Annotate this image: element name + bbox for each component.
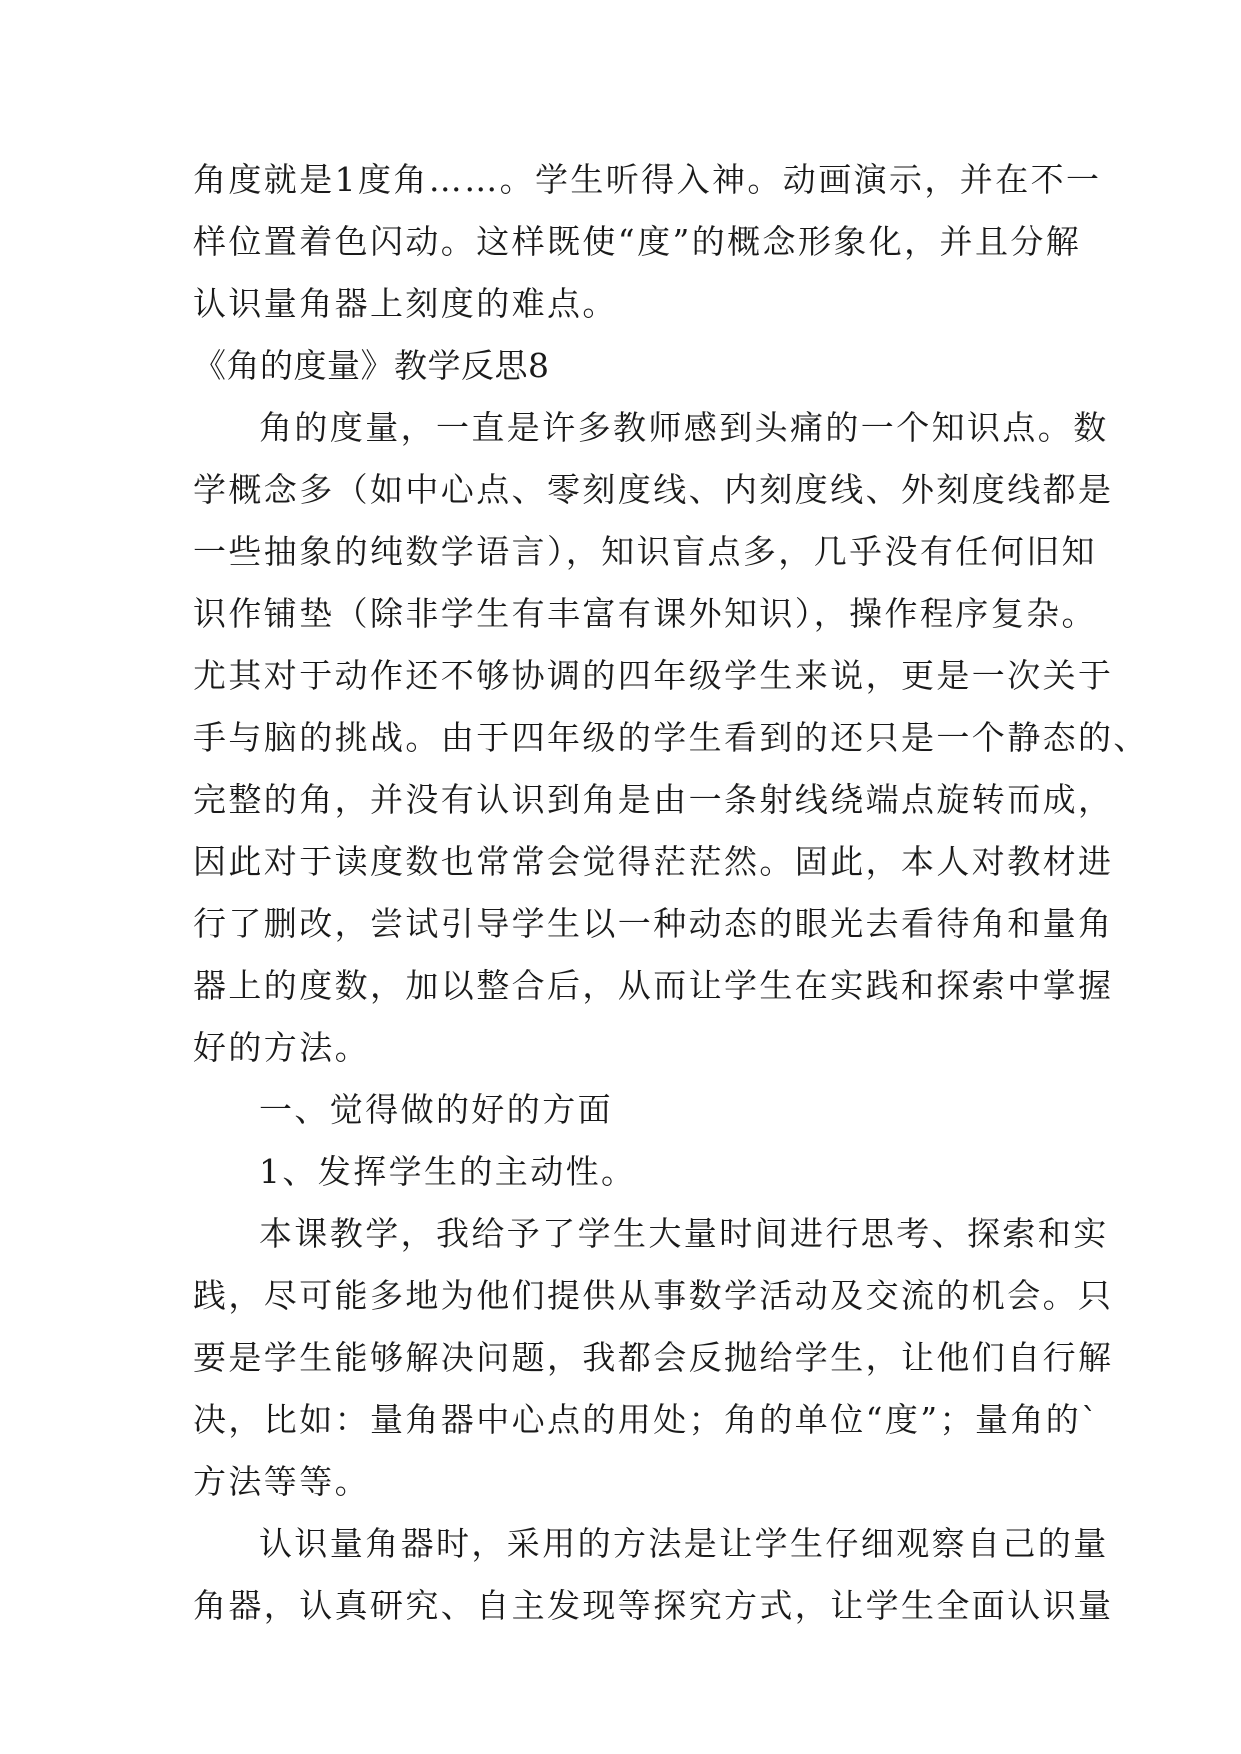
text-line: 学概念多（如中心点、零刻度线、内刻度线、外刻度线都是: [193, 470, 1114, 509]
subheading: 一、觉得做的好的方面: [259, 1090, 613, 1129]
text-line: 方法等等。: [193, 1462, 370, 1501]
text-line: 器上的度数，加以整合后，从而让学生在实践和探索中掌握: [193, 966, 1114, 1005]
text-line: 样位置着色闪动。这样既使“度”的概念形象化，并且分解: [193, 222, 1082, 261]
text-line: 角的度量，一直是许多教师感到头痛的一个知识点。数: [259, 408, 1109, 447]
subheading: 1、发挥学生的主动性。: [259, 1152, 637, 1191]
text-line: 认识量角器时，采用的方法是让学生仔细观察自己的量: [259, 1524, 1109, 1563]
text-line: 认识量角器上刻度的难点。: [193, 284, 618, 323]
text-line: 一些抽象的纯数学语言），知识盲点多，几乎没有任何旧知: [193, 532, 1097, 571]
text-line: 完整的角，并没有认识到角是由一条射线绕端点旋转而成，: [193, 780, 1114, 819]
text-line: 要是学生能够解决问题，我都会反抛给学生，让他们自行解: [193, 1338, 1114, 1377]
text-line: 角度就是1度角……。学生听得入神。动画演示，并在不一: [193, 160, 1102, 199]
section-heading: 《角的度量》教学反思8: [193, 346, 550, 385]
text-line: 践，尽可能多地为他们提供从事数学活动及交流的机会。只: [193, 1276, 1114, 1315]
text-line: 尤其对于动作还不够协调的四年级学生来说，更是一次关于: [193, 656, 1114, 695]
text-line: 本课教学，我给予了学生大量时间进行思考、探索和实: [259, 1214, 1109, 1253]
text-line: 行了删改，尝试引导学生以一种动态的眼光去看待角和量角: [193, 904, 1114, 943]
text-line: 识作铺垫（除非学生有丰富有课外知识），操作程序复杂。: [193, 594, 1097, 633]
text-line: 角器，认真研究、自主发现等探究方式，让学生全面认识量: [193, 1586, 1114, 1625]
text-line: 因此对于读度数也常常会觉得茫茫然。固此，本人对教材进: [193, 842, 1114, 881]
text-line: 手与脑的挑战。由于四年级的学生看到的还只是一个静态的、: [193, 718, 1149, 757]
text-line: 好的方法。: [193, 1028, 370, 1067]
text-line: 决，比如：量角器中心点的用处；角的单位“度”；量角的`: [193, 1400, 1101, 1439]
